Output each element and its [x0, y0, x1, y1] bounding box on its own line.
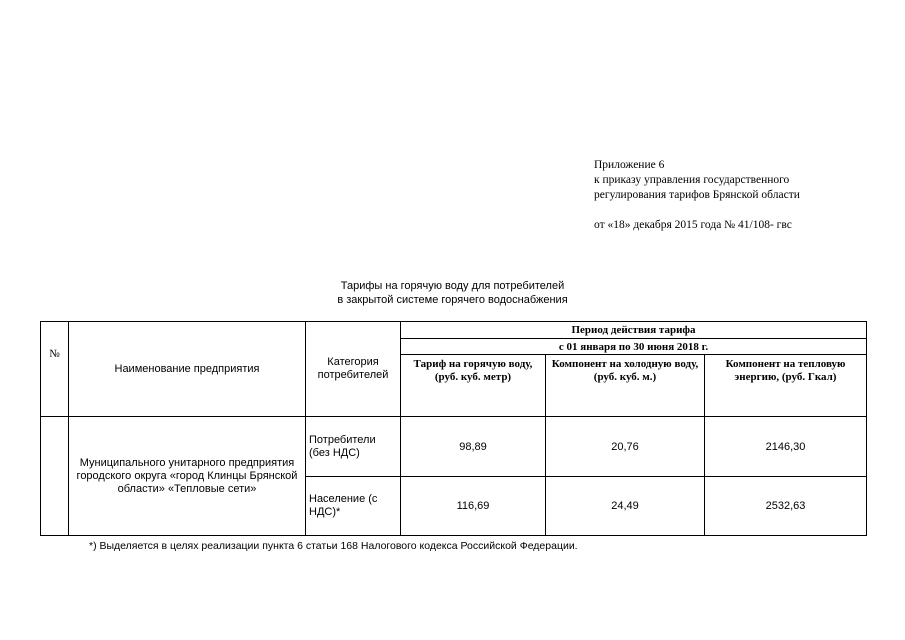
appendix-line-3: регулирования тарифов Брянской области — [594, 189, 800, 201]
cold-value: 20,76 — [546, 417, 705, 477]
category-cell: Население (с НДС)* — [306, 477, 401, 536]
company-name: Муниципального унитарного предприятия городского округа «город Клинцы Брянской области» «Тепловые сети» — [69, 417, 306, 536]
table-row — [41, 417, 867, 477]
tariff-table — [40, 321, 867, 536]
row-number-cell — [41, 417, 69, 536]
header-tariff: Тариф на горячую воду, (руб. куб. метр) — [401, 355, 546, 417]
tariff-value: 98,89 — [401, 417, 546, 477]
title-line-1: Тарифы на горячую воду для потребителей — [340, 280, 565, 292]
appendix-line-2: к приказу управления государственного — [594, 174, 790, 186]
heat-value: 2532,63 — [705, 477, 867, 536]
appendix-block — [594, 158, 800, 233]
header-category: Категория потребителей — [306, 322, 401, 417]
header-period: Период действия тарифа — [401, 322, 867, 339]
cold-value: 24,49 — [546, 477, 705, 536]
category-cell: Потребители (без НДС) — [306, 417, 401, 477]
title-line-2: в закрытой системе горячего водоснабжения — [337, 294, 568, 306]
tariff-value: 116,69 — [401, 477, 546, 536]
appendix-line-1: Приложение 6 — [594, 159, 665, 171]
heat-value: 2146,30 — [705, 417, 867, 477]
header-cold-component: Компонент на холодную воду, (руб. куб. м.) — [546, 355, 705, 417]
header-number: № — [41, 322, 69, 417]
header-period-range: с 01 января по 30 июня 2018 г. — [401, 339, 867, 355]
header-company: Наименование предприятия — [69, 322, 306, 417]
footnote: *) Выделяется в целях реализации пункта 6 статьи 168 Налогового кодекса Российской Федерации. — [89, 540, 578, 552]
header-heat-component: Компонент на тепловую энергию, (руб. Гкал) — [705, 355, 867, 417]
appendix-line-4: от «18» декабря 2015 года № 41/108- гвс — [594, 219, 792, 231]
document-title — [300, 279, 605, 307]
